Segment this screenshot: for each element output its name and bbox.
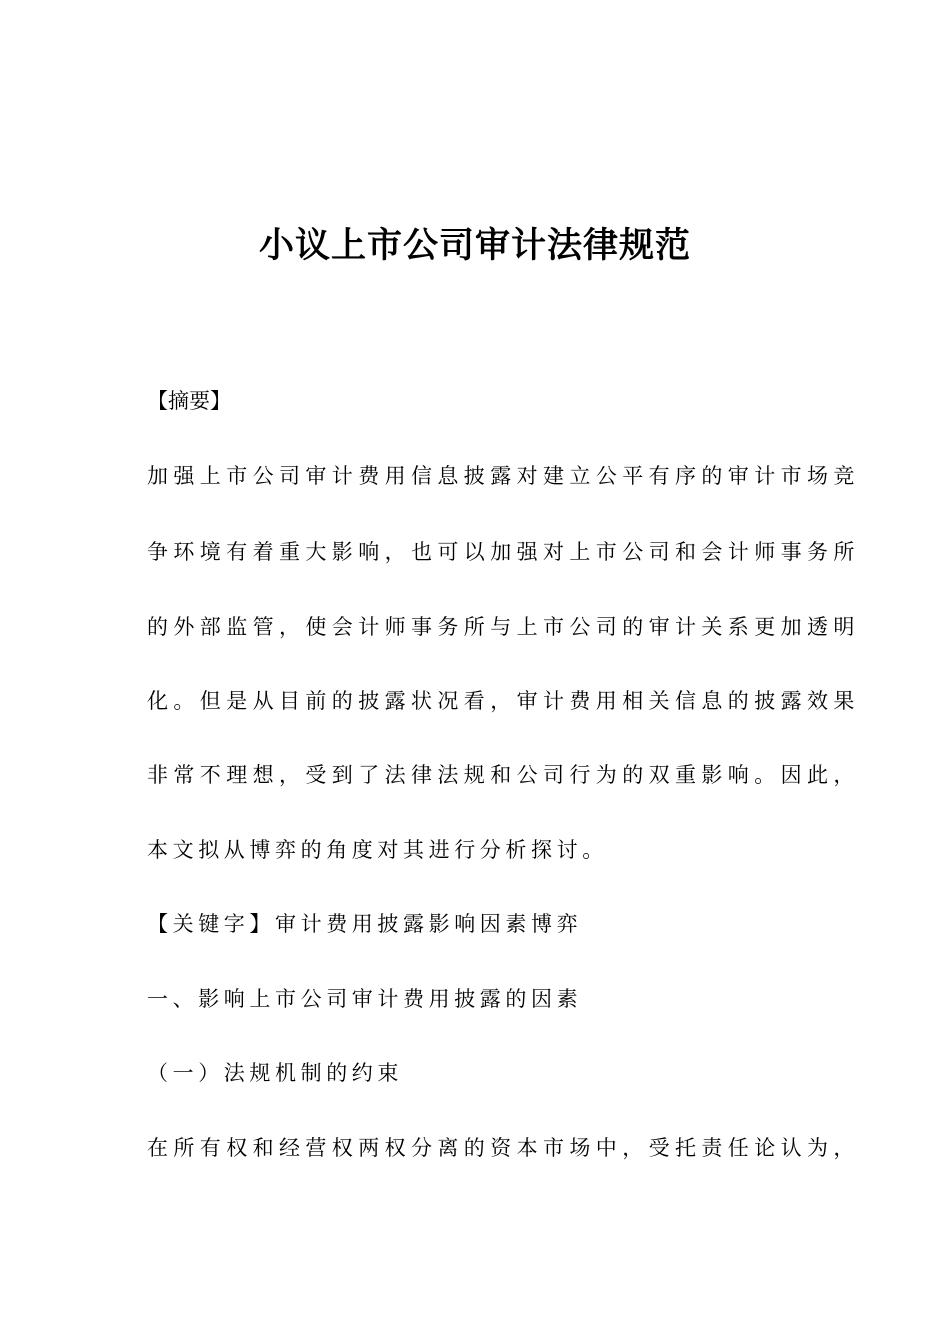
section-heading: 一、影响上市公司审计费用披露的因素 bbox=[147, 987, 583, 1011]
abstract-line-4: 化。但是从目前的披露状况看，审计费用相关信息的披露效果 bbox=[147, 689, 860, 713]
subsection-heading: （一）法规机制的约束 bbox=[147, 1061, 403, 1085]
abstract-line-6: 本文拟从博弈的角度对其进行分析探讨。 bbox=[147, 838, 608, 862]
body-line-1: 在所有权和经营权两权分离的资本市场中，受托责任论认为， bbox=[147, 1136, 860, 1160]
keywords-line: 【关键字】审计费用披露影响因素博弈 bbox=[147, 912, 583, 936]
abstract-line-2: 争环境有着重大影响，也可以加强对上市公司和会计师事务所 bbox=[147, 540, 860, 564]
abstract-line-5: 非常不理想，受到了法律法规和公司行为的双重影响。因此， bbox=[147, 763, 860, 787]
abstract-line-3: 的外部监管，使会计师事务所与上市公司的审计关系更加透明 bbox=[147, 615, 860, 639]
abstract-heading: 【摘要】 bbox=[147, 389, 231, 413]
document-title: 小议上市公司审计法律规范 bbox=[258, 226, 691, 266]
abstract-line-1: 加强上市公司审计费用信息披露对建立公平有序的审计市场竞 bbox=[147, 464, 860, 488]
